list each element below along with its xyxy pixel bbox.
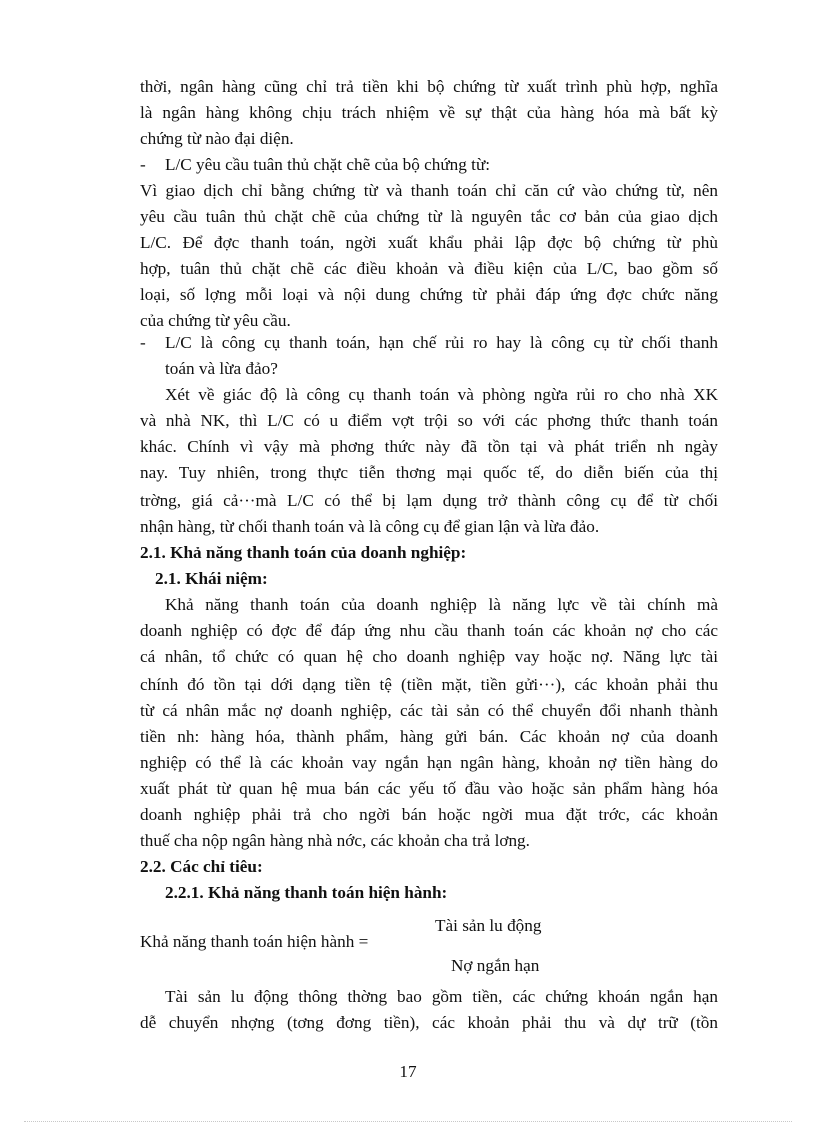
paragraph-line: Xét về giác độ là công cụ thanh toán và phòng ngừa rủi ro cho nhà XK: [165, 385, 718, 404]
paragraph-line: loại, số lợng mỗi loại và nội dung chứng từ phải đáp ứng đợc chức năng: [140, 285, 718, 304]
paragraph-line: nghiệp có thể là các khoản vay ngắn hạn ngân hàng, khoản nợ tiền hàng do: [140, 753, 718, 772]
formula-numerator: Tài sản lu động: [435, 916, 542, 935]
paragraph-line: thời, ngân hàng cũng chỉ trả tiền khi bộ chứng từ xuất trình phù hợp, nghĩa: [140, 77, 718, 96]
paragraph-line: chính đó tồn tại dới dạng tiền tệ (tiền mặt, tiền gửi···), các khoản phải thu: [140, 675, 718, 694]
paragraph-line: xuất phát từ quan hệ mua bán các yếu tố đầu vào hoặc sản phẩm hàng hóa: [140, 779, 718, 798]
paragraph-line: Khả năng thanh toán của doanh nghiệp là năng lực về tài chính mà: [165, 595, 718, 614]
list-dash-marker: -: [140, 333, 146, 352]
subsection-heading: 2.1. Khái niệm:: [155, 569, 268, 588]
list-item-heading: L/C yêu cầu tuân thủ chặt chẽ của bộ chứng từ:: [165, 155, 491, 174]
paragraph-line: và nhà NK, thì L/C có u điểm vợt trội so với các phơng thức thanh toán: [140, 411, 718, 430]
paragraph-line: L/C. Để đợc thanh toán, ngời xuất khẩu phải lập đợc bộ chứng từ phù: [140, 233, 718, 252]
paragraph-line: nhận hàng, từ chối thanh toán và là công cụ để gian lận và lừa đảo.: [140, 517, 600, 536]
section-heading: 2.2. Các chỉ tiêu:: [140, 857, 263, 876]
paragraph-line: trờng, giá cả···mà L/C có thể bị lạm dụng trở thành công cụ để từ chối: [140, 491, 718, 510]
list-dash-marker: -: [140, 155, 146, 174]
paragraph-line: doanh nghiệp có đợc để đáp ứng nhu cầu thanh toán các khoản nợ cho các: [140, 621, 718, 640]
paragraph-line: thuế cha nộp ngân hàng nhà nớc, các khoản cha trả lơng.: [140, 831, 530, 850]
footer-divider: [24, 1121, 792, 1122]
section-heading: 2.1. Khả năng thanh toán của doanh nghiệp:: [140, 543, 467, 562]
paragraph-line: từ cá nhân mắc nợ doanh nghiệp, các tài sản có thể chuyển đổi nhanh thành: [140, 701, 718, 720]
paragraph-line: cá nhân, tổ chức có quan hệ cho doanh nghiệp vay hoặc nợ. Năng lực tài: [140, 647, 718, 666]
paragraph-line: tiền nh: hàng hóa, thành phẩm, hàng gửi bán. Các khoản nợ của doanh: [140, 727, 718, 746]
paragraph-line: yêu cầu tuân thủ chặt chẽ của chứng từ là nguyên tắc cơ bản của giao dịch: [140, 207, 718, 226]
paragraph-line: doanh nghiệp phải trả cho ngời bán hoặc ngời mua đặt trớc, các khoản: [140, 805, 718, 824]
formula-label: Khả năng thanh toán hiện hành =: [140, 932, 369, 951]
paragraph-line: nay. Tuy nhiên, trong thực tiễn thơng mại quốc tế, do diễn biến của thị: [140, 463, 718, 482]
paragraph-line: hợp, tuân thủ chặt chẽ các điều khoản và điều kiện của L/C, bao gồm số: [140, 259, 718, 278]
page-number: 17: [399, 1062, 417, 1081]
paragraph-line: Vì giao dịch chỉ bằng chứng từ và thanh toán chỉ căn cứ vào chứng từ, nên: [140, 181, 718, 200]
subsubsection-heading: 2.2.1. Khả năng thanh toán hiện hành:: [165, 883, 448, 902]
paragraph-line: dễ chuyển nhợng (tơng đơng tiền), các khoản phải thu và dự trữ (tồn: [140, 1013, 718, 1032]
list-item-heading: toán và lừa đảo?: [165, 359, 278, 378]
paragraph-line: là ngân hàng không chịu trách nhiệm về sự thật của hàng hóa mà bất kỳ: [140, 103, 718, 122]
paragraph-line: Tài sản lu động thông thờng bao gồm tiền, các chứng khoán ngắn hạn: [165, 987, 718, 1006]
list-item-heading: L/C là công cụ thanh toán, hạn chế rủi ro hay là công cụ từ chối thanh: [165, 333, 718, 352]
paragraph-line: khác. Chính vì vậy mà phơng thức này đã tồn tại và phát triển nh ngày: [140, 437, 718, 456]
formula-denominator: Nợ ngắn hạn: [451, 956, 540, 975]
paragraph-line: chứng từ nào đại diện.: [140, 129, 294, 148]
paragraph-line: của chứng từ yêu cầu.: [140, 311, 291, 330]
